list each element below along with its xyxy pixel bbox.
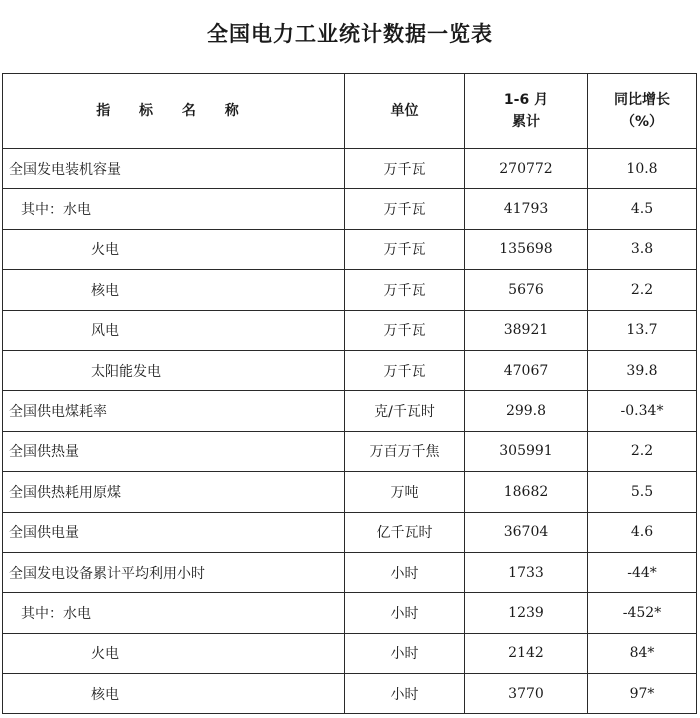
indicator-name: 全国供热耗用原煤 <box>9 484 121 501</box>
growth-value-cell: 84* <box>588 633 697 673</box>
growth-value-cell: 2.2 <box>588 270 697 310</box>
header-yoy-growth <box>588 74 697 149</box>
growth-value-cell: 3.8 <box>588 229 697 269</box>
unit-cell: 万千瓦 <box>345 270 465 310</box>
indicator-name: 风电 <box>91 323 119 340</box>
cumulative-value-cell: 135698 <box>465 229 588 269</box>
cumulative-value-cell: 305991 <box>465 431 588 471</box>
table-row <box>3 229 697 269</box>
cumulative-value-cell: 299.8 <box>465 391 588 431</box>
cumulative-value-cell: 3770 <box>465 674 588 714</box>
unit-cell: 小时 <box>345 633 465 673</box>
table-row <box>3 310 697 350</box>
indicator-name-cell <box>3 472 345 512</box>
indicator-name-cell <box>3 552 345 592</box>
growth-value-cell: -44* <box>588 552 697 592</box>
header-cumulative-period: 1-6 月 <box>503 92 549 108</box>
table-row <box>3 270 697 310</box>
growth-value-cell: 4.6 <box>588 512 697 552</box>
indicator-name-cell <box>3 674 345 714</box>
indicator-name: 全国发电装机容量 <box>9 161 121 178</box>
table-row <box>3 350 697 390</box>
table-row <box>3 512 697 552</box>
indicator-name: 全国供热量 <box>9 444 79 461</box>
indicator-name: 全国发电设备累计平均利用小时 <box>9 565 205 582</box>
table-row <box>3 633 697 673</box>
unit-cell: 万千瓦 <box>345 310 465 350</box>
indicator-name-cell <box>3 391 345 431</box>
table-row <box>3 189 697 229</box>
indicator-prefix: 其中： <box>21 202 63 219</box>
unit-cell: 万百万千焦 <box>345 431 465 471</box>
indicator-prefix: 其中： <box>21 605 63 622</box>
indicator-name-cell <box>3 350 345 390</box>
table-row <box>3 472 697 512</box>
growth-value-cell: 2.2 <box>588 431 697 471</box>
table-row <box>3 552 697 592</box>
unit-cell: 小时 <box>345 674 465 714</box>
cumulative-value-cell: 36704 <box>465 512 588 552</box>
header-cumulative <box>465 74 588 149</box>
unit-cell: 万千瓦 <box>345 149 465 189</box>
indicator-name: 全国供电煤耗率 <box>9 404 107 421</box>
header-indicator-name-label: 指 标 名 称 <box>96 103 251 119</box>
cumulative-value-cell: 41793 <box>465 189 588 229</box>
unit-cell: 万千瓦 <box>345 350 465 390</box>
header-yoy-growth-label: 同比增长 <box>614 92 670 108</box>
growth-value-cell: 39.8 <box>588 350 697 390</box>
statistics-table <box>2 73 697 714</box>
indicator-name-cell <box>3 593 345 633</box>
cumulative-value-cell: 5676 <box>465 270 588 310</box>
indicator-name: 太阳能发电 <box>91 363 161 380</box>
indicator-name: 水电 <box>63 202 91 219</box>
table-row <box>3 431 697 471</box>
growth-value-cell: -452* <box>588 593 697 633</box>
growth-value-cell: 13.7 <box>588 310 697 350</box>
indicator-name: 火电 <box>91 242 119 259</box>
indicator-name: 火电 <box>91 646 119 663</box>
indicator-name-cell <box>3 431 345 471</box>
growth-value-cell: 4.5 <box>588 189 697 229</box>
unit-cell: 小时 <box>345 552 465 592</box>
header-indicator-name <box>3 74 345 149</box>
cumulative-value-cell: 2142 <box>465 633 588 673</box>
table-row <box>3 674 697 714</box>
growth-value-cell: 10.8 <box>588 149 697 189</box>
unit-cell: 万吨 <box>345 472 465 512</box>
indicator-name-cell <box>3 270 345 310</box>
indicator-name-cell <box>3 633 345 673</box>
growth-value-cell: 97* <box>588 674 697 714</box>
indicator-name-cell <box>3 149 345 189</box>
unit-cell: 克/千瓦时 <box>345 391 465 431</box>
cumulative-value-cell: 38921 <box>465 310 588 350</box>
header-cumulative-label: 累计 <box>512 114 540 130</box>
table-row <box>3 593 697 633</box>
table-row <box>3 149 697 189</box>
unit-cell: 万千瓦 <box>345 189 465 229</box>
unit-cell: 万千瓦 <box>345 229 465 269</box>
header-yoy-growth-unit: （%） <box>620 114 664 130</box>
indicator-name-cell <box>3 189 345 229</box>
indicator-name-cell <box>3 512 345 552</box>
unit-cell: 亿千瓦时 <box>345 512 465 552</box>
cumulative-value-cell: 1239 <box>465 593 588 633</box>
document-title: 全国电力工业统计数据一览表 <box>207 22 493 46</box>
indicator-name: 核电 <box>91 686 119 703</box>
cumulative-value-cell: 270772 <box>465 149 588 189</box>
cumulative-value-cell: 1733 <box>465 552 588 592</box>
cumulative-value-cell: 47067 <box>465 350 588 390</box>
growth-value-cell: -0.34* <box>588 391 697 431</box>
indicator-name: 核电 <box>91 282 119 299</box>
growth-value-cell: 5.5 <box>588 472 697 512</box>
indicator-name-cell <box>3 229 345 269</box>
header-unit: 单位 <box>345 74 465 149</box>
indicator-name: 水电 <box>63 605 91 622</box>
indicator-name-cell <box>3 310 345 350</box>
indicator-name: 全国供电量 <box>9 525 79 542</box>
cumulative-value-cell: 18682 <box>465 472 588 512</box>
unit-cell: 小时 <box>345 593 465 633</box>
table-row <box>3 391 697 431</box>
table-header-row <box>3 74 697 149</box>
